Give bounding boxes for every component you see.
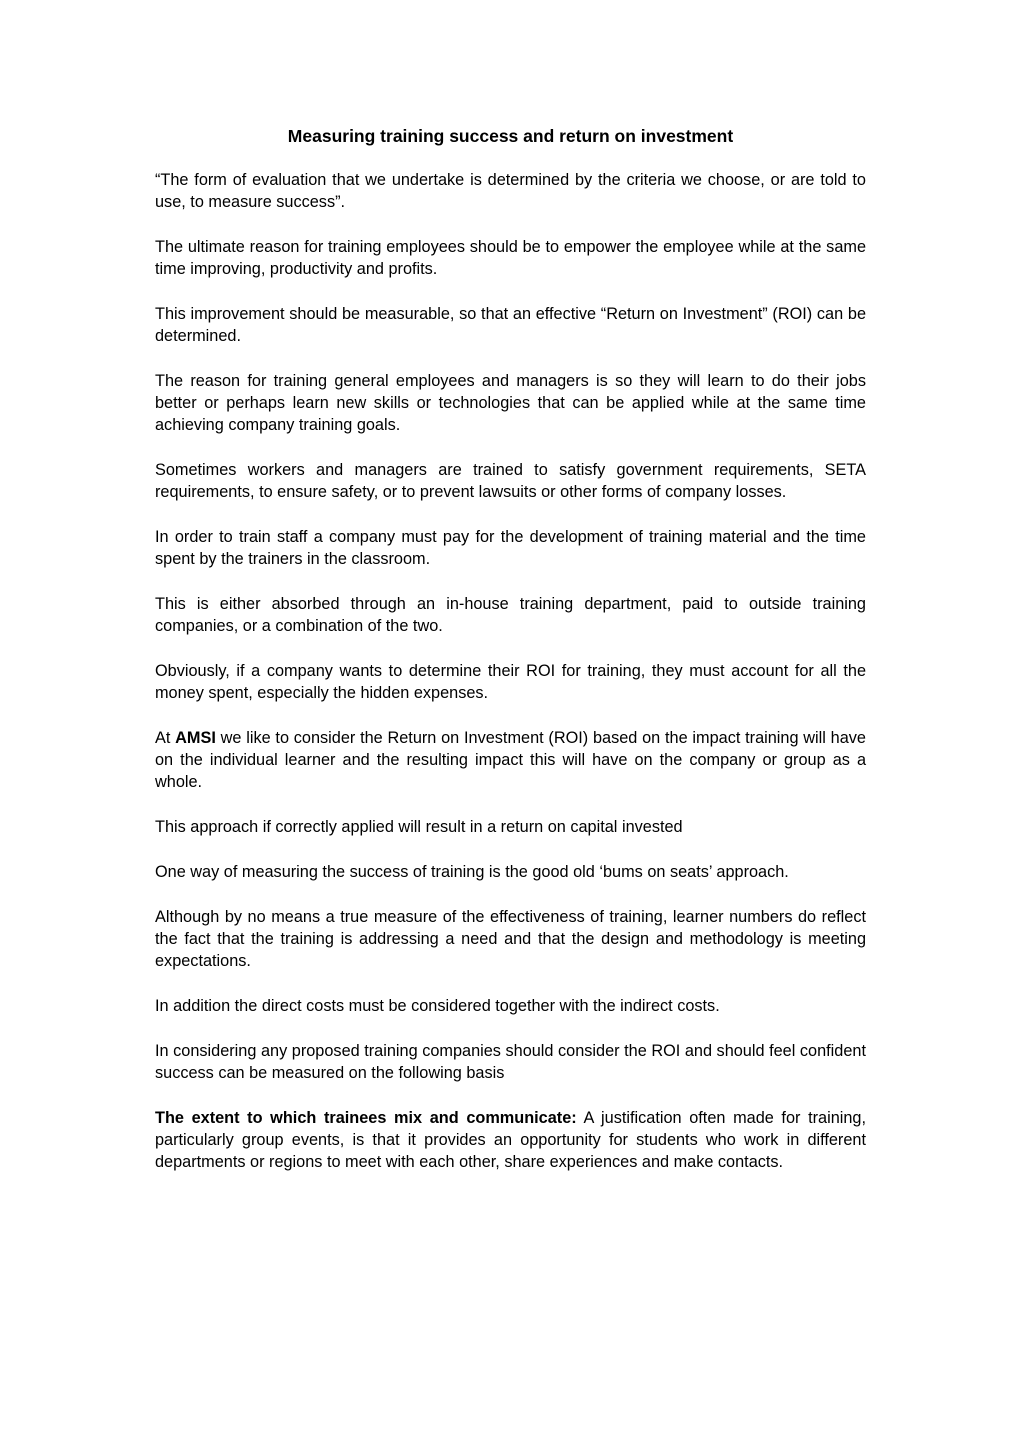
paragraph-amsi [155,727,866,793]
document-title: Measuring training success and return on investment [287,126,734,146]
paragraph-reason-for-training: The reason for training general employees and managers is so they will learn to do their jobs better or perhaps learn new skills or technologies that can be applied while at the same time achieving company training goals. [155,372,866,434]
amsi-company-name: AMSI [175,729,216,747]
amsi-suffix: we like to consider the Return on Investment (ROI) based on the impact training will have on the individual learner and the resulting impact this will have on the company or group as a whole. [155,729,866,791]
paragraph-bums-on-seats: One way of measuring the success of training is the good old ‘bums on seats’ approach. [155,863,789,881]
document-page [155,124,866,1196]
paragraph-learner-numbers: Although by no means a true measure of the effectiveness of training, learner numbers do reflect the fact that the training is addressing a need and that the design and methodology is meeting expectations. [155,908,866,970]
paragraph-direct-costs: In addition the direct costs must be considered together with the indirect costs. [155,997,720,1015]
paragraph-ultimate-reason: The ultimate reason for training employees should be to empower the employee while at the same time improving, productivity and profits. [155,238,866,278]
paragraph-quote: “The form of evaluation that we undertake is determined by the criteria we choose, or are told to use, to measure success”. [155,171,866,211]
paragraph-approach: This approach if correctly applied will result in a return on capital invested [155,818,683,836]
paragraph-following-basis: In considering any proposed training companies should consider the ROI and should feel confident success can be measured on the following basis [155,1042,866,1082]
trainees-mix-heading: The extent to which trainees mix and communicate: [155,1109,577,1127]
paragraph-requirements: Sometimes workers and managers are trained to satisfy government requirements, SETA requirements, to ensure safety, or to prevent lawsuits or other forms of company losses. [155,461,866,501]
paragraph-costs: In order to train staff a company must pay for the development of training material and the time spent by the trainers in the classroom. [155,528,866,568]
paragraph-hidden-expenses: Obviously, if a company wants to determine their ROI for training, they must account for all the money spent, especially the hidden expenses. [155,662,866,702]
amsi-prefix: At [155,729,176,747]
paragraph-measurable: This improvement should be measurable, so that an effective “Return on Investment” (ROI) can be determined. [155,305,866,345]
paragraph-absorbed: This is either absorbed through an in-house training department, paid to outside training companies, or a combination of the two. [155,595,866,635]
paragraph-trainees-mix [155,1107,866,1173]
trainees-mix-text: A justification often made for training, particularly group events, is that it provides an opportunity for students who work in different departments or regions to meet with each other, share experiences and make contacts. [155,1109,866,1171]
